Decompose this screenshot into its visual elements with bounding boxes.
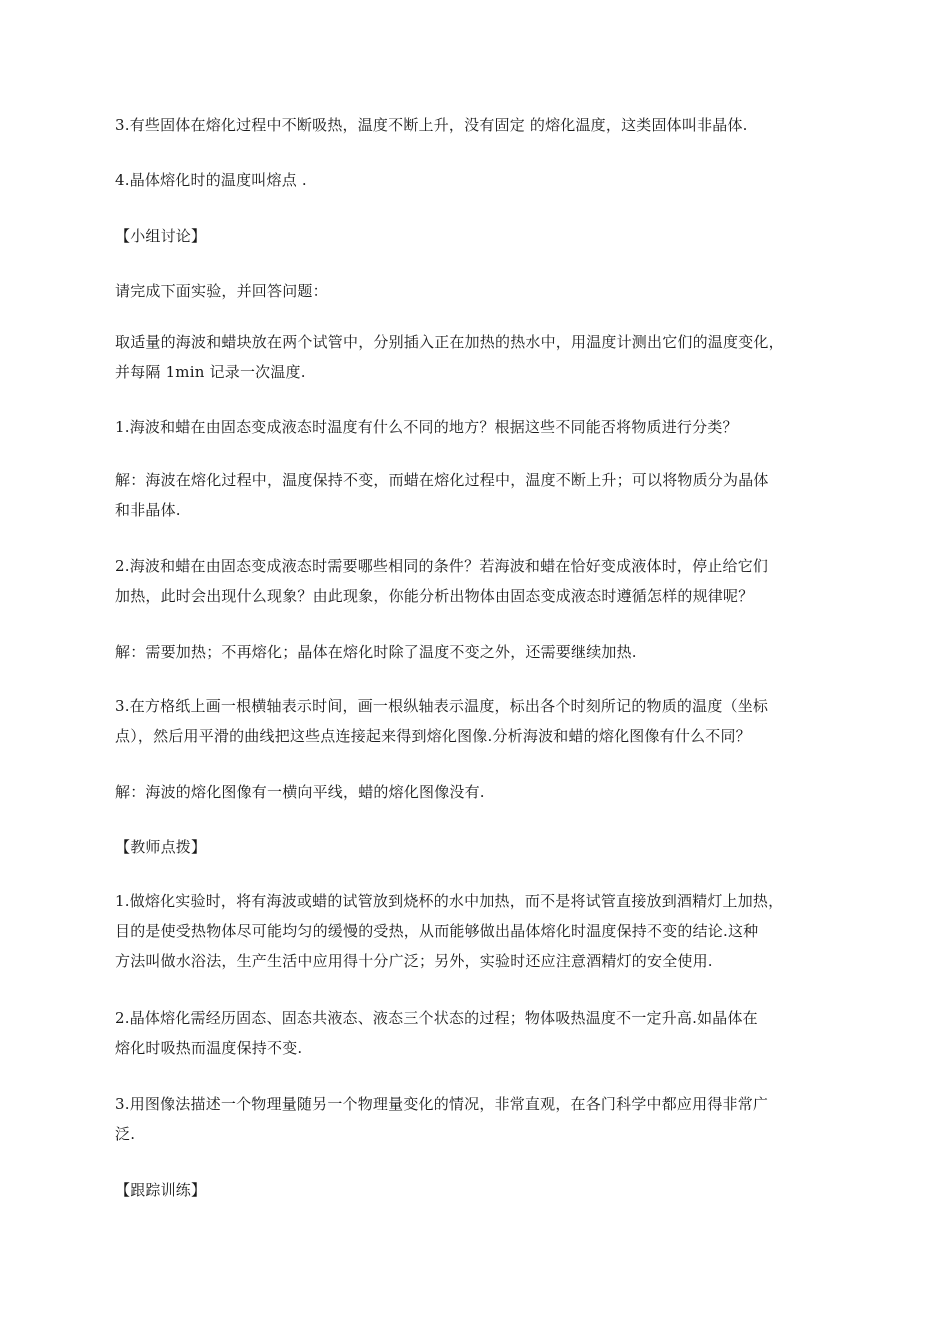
text-line: 2.晶体熔化需经历固态、固态共液态、液态三个状态的过程；物体吸热温度不一定升高.如晶体在: [115, 1009, 758, 1027]
paragraph-instruction: [115, 276, 850, 306]
paragraph-amorphous-definition: [115, 110, 850, 140]
tip-1: [115, 886, 850, 976]
section-heading-group-discussion: [115, 221, 850, 251]
section-heading-follow-up-practice: [115, 1175, 850, 1205]
text-line: 取适量的海波和蜡块放在两个试管中，分别插入正在加热的热水中，用温度计测出它们的温度变化，: [115, 333, 784, 351]
text-line: 1.海波和蜡在由固态变成液态时温度有什么不同的地方？根据这些不同能否将物质进行分类？: [115, 418, 738, 436]
question-1: [115, 412, 850, 442]
text-line: 熔化时吸热而温度保持不变.: [115, 1039, 303, 1057]
text-line: 泛.: [115, 1125, 136, 1143]
text-line: 3.用图像法描述一个物理量随另一个物理量变化的情况，非常直观，在各门科学中都应用得非常广: [115, 1095, 769, 1113]
answer-3: [115, 777, 850, 807]
text-line: 【教师点拨】: [115, 838, 207, 856]
text-line: 请完成下面实验，并回答问题：: [115, 282, 328, 300]
text-line: 加热，此时会出现什么现象？由此现象，你能分析出物体由固态变成液态时遵循怎样的规律呢？: [115, 587, 754, 605]
answer-1: [115, 465, 850, 525]
question-3: [115, 691, 850, 751]
text-line: 【跟踪训练】: [115, 1181, 207, 1199]
text-line: 3.在方格纸上画一根横轴表示时间，画一根纵轴表示温度，标出各个时刻所记的物质的温度（坐标: [115, 697, 769, 715]
text-line: 并每隔 1min 记录一次温度.: [115, 363, 306, 381]
text-line: 【小组讨论】: [115, 227, 207, 245]
text-line: 3.有些固体在熔化过程中不断吸热，温度不断上升，没有固定 的熔化温度，这类固体叫非晶体.: [115, 116, 748, 134]
answer-2: [115, 637, 850, 667]
tip-2: [115, 1003, 850, 1063]
paragraph-melting-point: [115, 165, 850, 195]
paragraph-experiment: [115, 327, 850, 387]
text-line: 4.晶体熔化时的温度叫熔点 .: [115, 171, 307, 189]
question-2: [115, 551, 850, 611]
section-heading-teacher-tips: [115, 832, 850, 862]
text-line: 解：海波在熔化过程中，温度保持不变，而蜡在熔化过程中，温度不断上升；可以将物质分为晶体: [115, 471, 769, 489]
tip-3: [115, 1089, 850, 1149]
text-line: 点），然后用平滑的曲线把这些点连接起来得到熔化图像.分析海波和蜡的熔化图像有什么不同？: [115, 727, 751, 745]
text-line: 解：海波的熔化图像有一横向平线，蜡的熔化图像没有.: [115, 783, 485, 801]
text-line: 1.做熔化实验时，将有海波或蜡的试管放到烧杯的水中加热，而不是将试管直接放到酒精灯上加热，: [115, 892, 784, 910]
text-line: 解：需要加热；不再熔化；晶体在熔化时除了温度不变之外，还需要继续加热.: [115, 643, 637, 661]
text-line: 和非晶体.: [115, 501, 181, 519]
text-line: 目的是使受热物体尽可能均匀的缓慢的受热，从而能够做出晶体熔化时温度保持不变的结论.这种: [115, 922, 759, 940]
text-line: 方法叫做水浴法，生产生活中应用得十分广泛；另外，实验时还应注意酒精灯的安全使用.: [115, 952, 713, 970]
text-line: 2.海波和蜡在由固态变成液态时需要哪些相同的条件？若海波和蜡在恰好变成液体时，停止给它们: [115, 557, 769, 575]
